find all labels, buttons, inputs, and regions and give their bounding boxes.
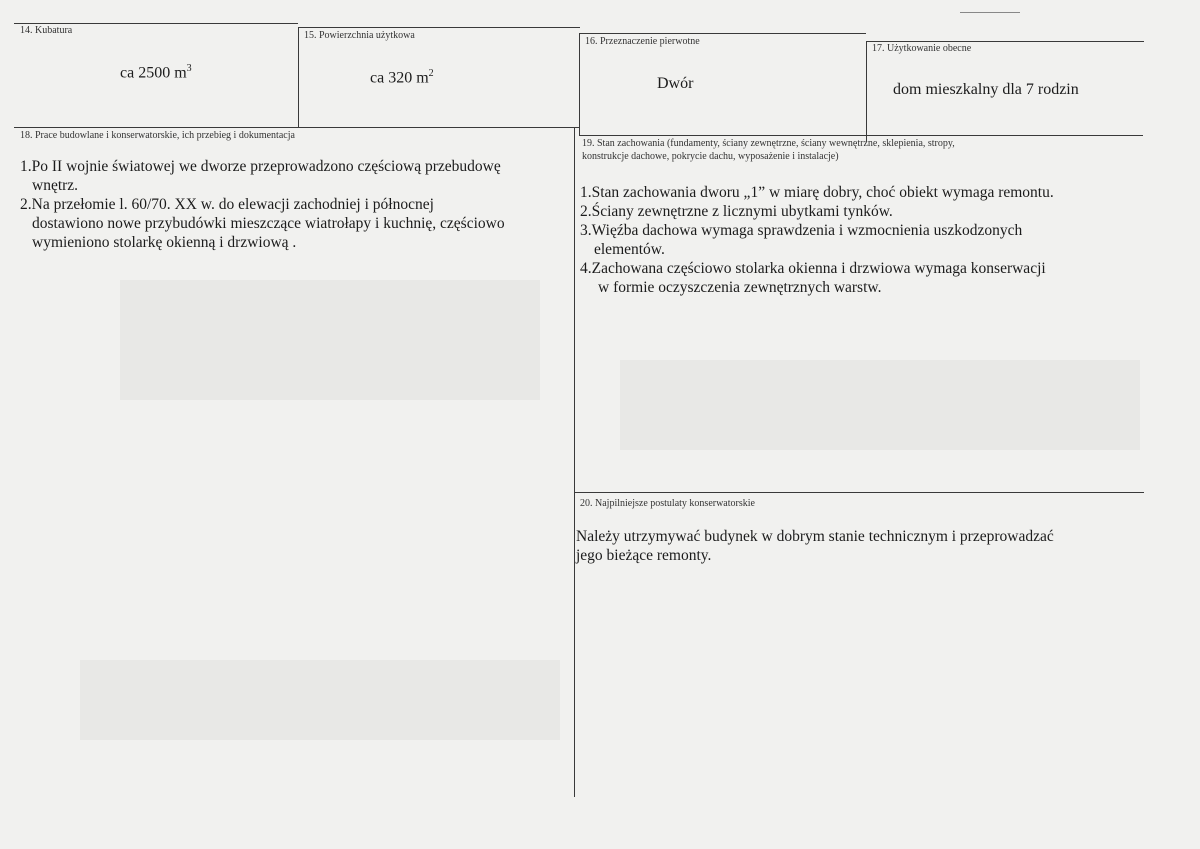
list-item-text: 1.Po II wojnie światowej we dworze przeprowadzono częściową przebudowę: [20, 158, 501, 175]
list-item-text: dostawiono nowe przybudówki mieszczące wiatrołapy i kuchnię, częściowo: [32, 215, 505, 232]
list-item-text: 1.Stan zachowania dworu „1” w miarę dobry, choć obiekt wymaga remontu.: [580, 184, 1054, 201]
scan-smudge: [120, 280, 540, 400]
list-item-text: wymieniono stolarkę okienną i drzwiową .: [32, 234, 297, 251]
row-divider: [14, 127, 579, 128]
paragraph-line: jego bieżące remonty.: [576, 547, 712, 564]
field-15-label: 15. Powierzchnia użytkowa: [304, 30, 415, 41]
stray-line: [960, 12, 1020, 13]
list-item-text: elementów.: [594, 241, 665, 258]
field-18-label: 18. Prace budowlane i konserwatorskie, ich przebieg i dokumentacja: [20, 130, 295, 141]
field-16-value: Dwór: [657, 75, 694, 92]
list-item: [580, 221, 1140, 259]
field-15-superscript: 2: [428, 68, 434, 79]
list-item-text: wnętrz.: [32, 177, 79, 194]
field-19-label-cont: konstrukcje dachowe, pokrycie dachu, wyposażenie i instalacje): [582, 151, 839, 162]
list-item: [20, 195, 570, 252]
divider: [298, 27, 299, 127]
scan-smudge: [80, 660, 560, 740]
paragraph-line: Należy utrzymywać budynek w dobrym stanie technicznym i przeprowadzać: [576, 528, 1054, 545]
field-17-label: 17. Użytkowanie obecne: [872, 43, 972, 54]
top-border: [298, 27, 580, 28]
row-divider: [579, 135, 1143, 136]
top-border: [14, 23, 298, 24]
scan-smudge: [620, 360, 1140, 450]
field-20-label: 20. Najpilniejsze postulaty konserwatorskie: [580, 498, 755, 509]
top-border: [866, 41, 1144, 42]
field-19-label: 19. Stan zachowania (fundamenty, ściany zewnętrzne, ściany wewnętrzne, sklepienia, stropy,: [582, 138, 955, 149]
field-14-label: 14. Kubatura: [20, 25, 73, 36]
list-item-text: 4.Zachowana częściowo stolarka okienna i drzwiowa wymaga konserwacji: [580, 260, 1046, 277]
field-14-value: ca 2500 $m^3$: [120, 63, 192, 82]
row-divider: [574, 492, 1144, 493]
field-18-list: [20, 157, 570, 252]
field-16-label: 16. Przeznaczenie pierwotne: [585, 36, 700, 47]
list-item-text: w formie oczyszczenia zewnętrznych warstw.: [598, 279, 882, 296]
list-item-text: 3.Więźba dachowa wymaga sprawdzenia i wzmocnienia uszkodzonych: [580, 222, 1023, 239]
list-item-text: 2.Ściany zewnętrzne z licznymi ubytkami tynków.: [580, 203, 893, 220]
divider: [866, 41, 867, 141]
list-item: [580, 202, 1140, 221]
list-item: [580, 259, 1140, 297]
divider: [579, 33, 580, 135]
field-19-list: [580, 183, 1140, 297]
field-17-value: dom mieszkalny dla 7 rodzin: [893, 81, 1079, 98]
list-item: [580, 183, 1140, 202]
divider: [574, 127, 575, 797]
field-14-superscript: 3: [186, 63, 192, 74]
list-item-text: 2.Na przełomie l. 60/70. XX w. do elewacji zachodniej i północnej: [20, 196, 434, 213]
top-border: [580, 33, 866, 34]
field-15-value: ca 320 $m^2$: [370, 68, 434, 87]
field-20-text: [576, 527, 1136, 565]
list-item: [20, 157, 570, 195]
